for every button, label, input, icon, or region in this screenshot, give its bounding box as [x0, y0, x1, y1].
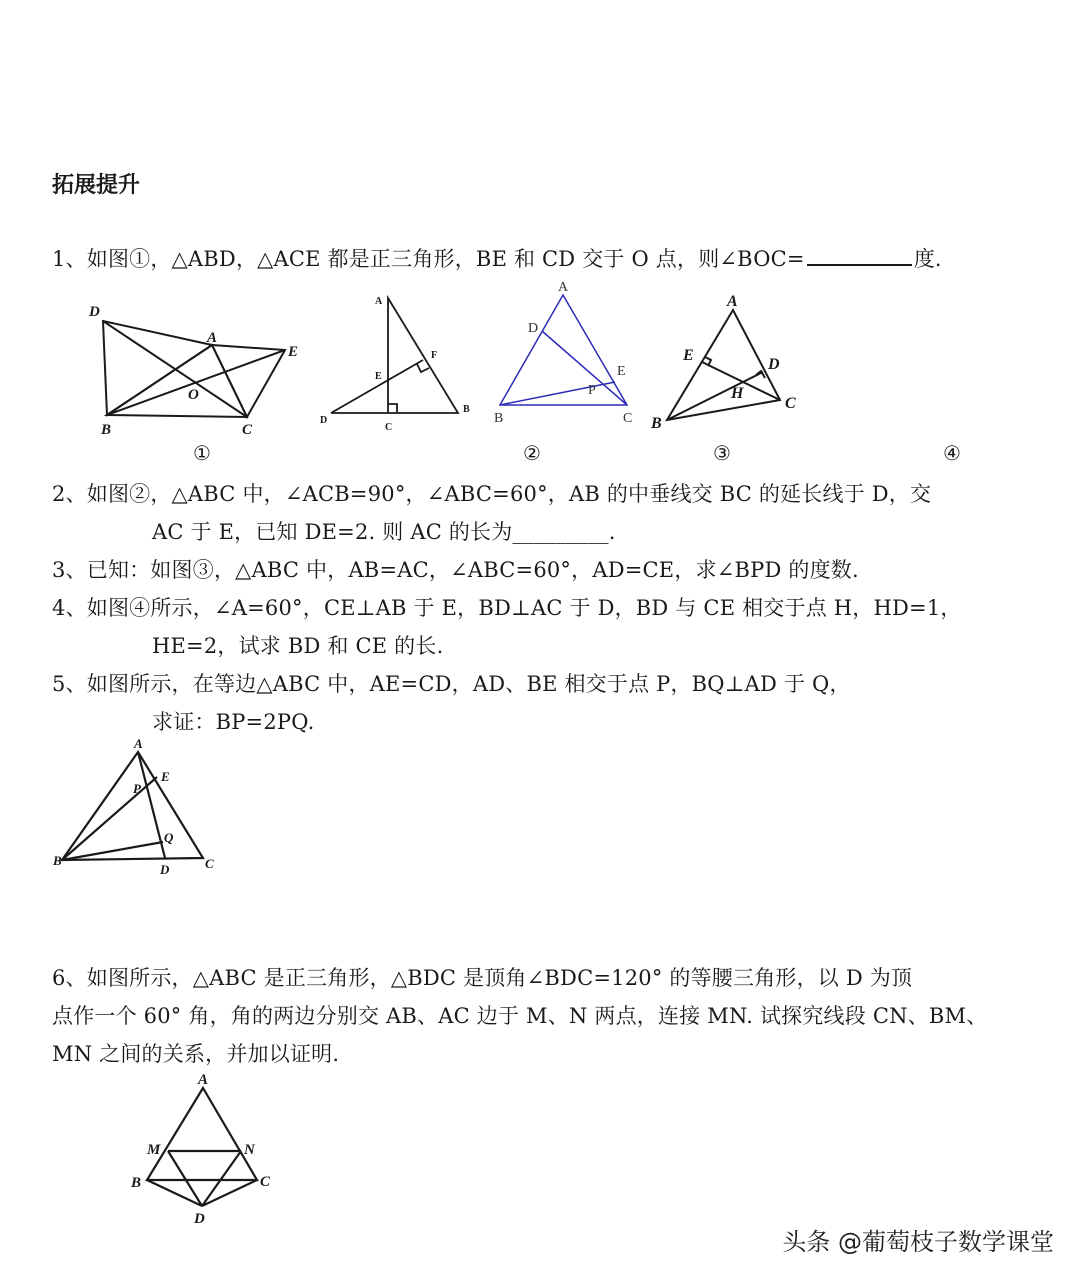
fig5-label-a: A [134, 736, 143, 751]
figure-2 [315, 290, 485, 440]
q1-suffix: 度. [913, 247, 942, 271]
fig1-label-d: D [89, 304, 100, 320]
fig5-label-p: P [133, 781, 141, 796]
fig1-label-o: O [188, 387, 199, 403]
watermark: 头条 @葡萄枝子数学课堂 [782, 1228, 1054, 1256]
fig6-label-n: N [244, 1142, 255, 1158]
question-2-line-1: 2、如图②，△ABC 中，∠ACB=90°，∠ABC=60°，AB 的中垂线交 BC 的延长线于 D，交 [52, 482, 932, 506]
fig6-label-a: A [198, 1072, 209, 1088]
figure-5 [50, 735, 225, 880]
fig3-label-c: C [623, 411, 633, 426]
fig4-label-a: A [727, 293, 738, 310]
figure-4 [645, 290, 820, 435]
fig3-label-p: P [588, 383, 596, 398]
fig2-label-a: A [375, 296, 383, 307]
fig5-label-b: B [53, 853, 62, 868]
fig2-label-f: F [431, 350, 438, 361]
figure-number-2: ② [523, 441, 541, 465]
question-4-line-2: HE=2，试求 BD 和 CE 的长. [152, 634, 444, 658]
fig3-label-e: E [617, 364, 626, 379]
fig3-label-b: B [494, 411, 504, 426]
fig1-label-b: B [101, 422, 112, 438]
fig5-label-q: Q [164, 830, 174, 845]
fig2-label-d: D [320, 415, 328, 426]
question-4-line-1: 4、如图④所示，∠A=60°，CE⊥AB 于 E，BD⊥AC 于 D，BD 与 CE 相交于点 H，HD=1， [52, 596, 962, 620]
figure-3 [490, 275, 640, 430]
question-6-line-2: 点作一个 60° 角，角的两边分别交 AB、AC 边于 M、N 两点，连接 MN. 试探究线段 CN、BM、 [52, 1004, 988, 1028]
fig4-label-d: D [768, 356, 780, 373]
q1-text: 1、如图①，△ABD，△ACE 都是正三角形，BE 和 CD 交于 O 点，则∠BOC= [52, 247, 805, 271]
figure-1 [85, 300, 310, 440]
fig3-label-d: D [528, 321, 539, 336]
question-6-line-1: 6、如图所示，△ABC 是正三角形，△BDC 是顶角∠BDC=120° 的等腰三角形，以 D 为顶 [52, 966, 913, 990]
fig1-label-e: E [288, 344, 299, 360]
question-5-line-1: 5、如图所示，在等边△ABC 中，AE=CD，AD、BE 相交于点 P，BQ⊥AD 于 Q， [52, 672, 851, 696]
question-3: 3、已知：如图③，△ABC 中，AB=AC，∠ABC=60°，AD=CE，求∠BPD 的度数. [52, 558, 859, 582]
fig4-label-b: B [651, 415, 662, 432]
fig3-label-a: A [558, 280, 569, 295]
fig4-label-h: H [731, 385, 744, 402]
question-1 [52, 243, 942, 273]
fig4-label-c: C [785, 395, 796, 412]
answer-blank [807, 246, 912, 266]
figure-number-1: ① [193, 441, 211, 465]
question-5-line-2: 求证：BP=2PQ. [152, 710, 315, 734]
fig6-label-d: D [194, 1211, 205, 1227]
fig1-label-a: A [207, 330, 218, 346]
fig5-label-c: C [205, 856, 214, 871]
fig2-label-c: C [385, 422, 393, 433]
fig5-label-e: E [161, 769, 170, 784]
question-2-line-2: AC 于 E，已知 DE=2. 则 AC 的长为_________. [152, 520, 616, 544]
figure-number-3: ③ [713, 441, 731, 465]
fig2-label-e: E [375, 371, 382, 382]
fig4-label-e: E [683, 347, 694, 364]
fig6-label-m: M [147, 1142, 161, 1158]
fig2-label-b: B [463, 404, 470, 415]
figure-6 [125, 1068, 285, 1228]
fig6-label-c: C [260, 1174, 271, 1190]
fig5-label-d: D [160, 862, 170, 877]
section-heading: 拓展提升 [52, 173, 141, 198]
fig6-label-b: B [131, 1175, 142, 1191]
question-6-line-3: MN 之间的关系，并加以证明. [52, 1042, 340, 1066]
figure-number-4: ④ [943, 441, 961, 465]
fig1-label-c: C [242, 422, 253, 438]
